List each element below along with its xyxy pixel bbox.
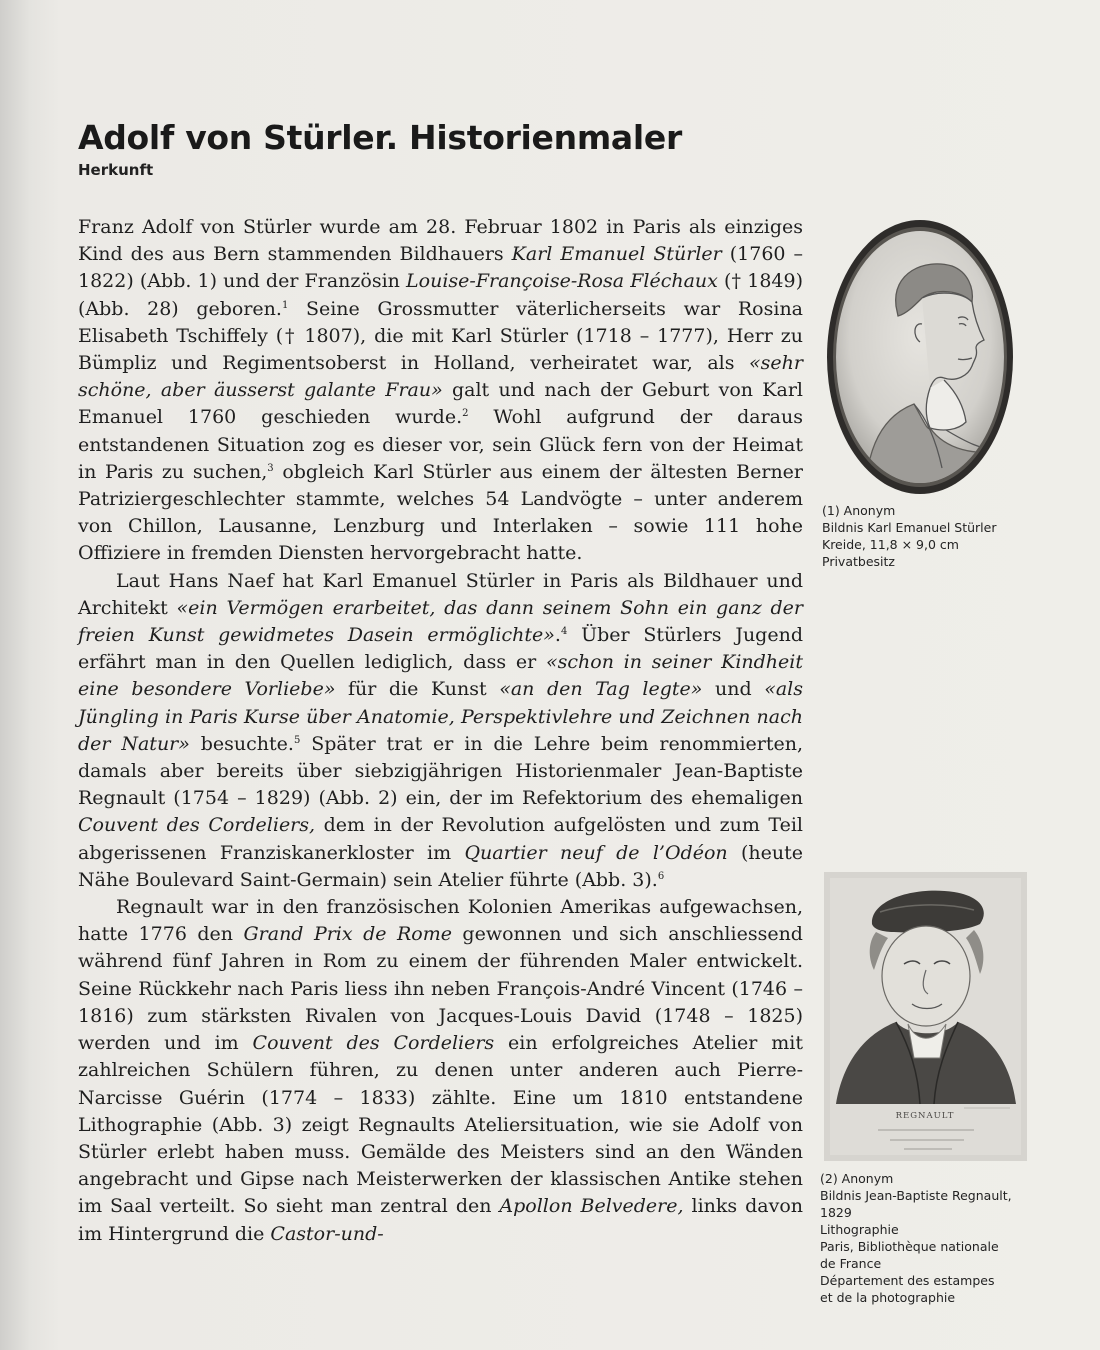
footnote-ref: 3 (267, 462, 274, 474)
paragraph-3 (78, 894, 803, 1248)
italic-run: Quartier neuf de l’Odéon (464, 841, 728, 864)
portrait-inscription: REGNAULT (895, 1111, 955, 1121)
text-run: Regnault war in den französischen Kolonien Amerikas aufgewachsen, hatte 1776 den (78, 896, 803, 946)
text-run: dem in der Revolution aufgelösten und zum Teil abgerissenen Franziskanerkloster im (78, 814, 803, 864)
text-run: Über Stürlers Jugend erfährt man in den Quellen lediglich, dass er (78, 624, 803, 674)
text-run: links davon im Hintergrund die (78, 1195, 803, 1245)
portrait-jean-baptiste-regnault (824, 872, 1027, 1161)
text-run: galt und nach der Geburt von Karl Emanuel 1760 geschieden wurde. (78, 379, 803, 429)
text-run: für die Kunst (335, 678, 500, 701)
footnote-ref: 2 (462, 408, 469, 420)
italic-run: Karl Emanuel Stürler (511, 243, 722, 266)
text-run: obgleich Karl Stürler aus einem der ältesten Berner Patriziergeschlechter stammte, welches 54 Landvögte – unter anderem von Chillon, Lausanne, Lenzburg und Interlaken – sowie 111 hohe Offiziere in fremden Diensten hervorgebracht hatte. (78, 460, 804, 565)
paragraph-1 (78, 214, 803, 568)
text-run: (heute Nähe Boulevard Saint-Germain) sein Atelier führte (Abb. 3). (78, 841, 803, 891)
section-heading: Herkunft (78, 161, 154, 179)
text-run: Laut Hans Naef hat Karl Emanuel Stürler in Paris als Bildhauer und Architekt (78, 569, 803, 619)
page-title: Adolf von Stürler. Historienmaler (78, 118, 682, 158)
italic-run: «sehr schöne, aber äusserst galante Frau» (78, 352, 803, 402)
footnote-ref: 5 (293, 734, 301, 746)
italic-run: «ein Vermögen erarbeitet, das dann seinem Sohn ein ganz der freien Kunst gewidmetes Dasein ermöglichte» (78, 596, 804, 647)
paragraph-2 (78, 568, 803, 894)
figure-2-caption: (2) Anonym Bildnis Jean-Baptiste Regnault, 1829 Lithographie Paris, Bibliothèque nationale de France Département des estampes et de la photographie (820, 1171, 1012, 1305)
text-run: . (554, 624, 561, 647)
italic-run: Louise-Françoise-Rosa Fléchaux (406, 270, 718, 293)
text-run: Wohl aufgrund der daraus entstandenen Situation zog es dieser vor, sein Glück fern von der Heimat in Paris zu suchen, (78, 406, 803, 483)
italic-run: Couvent des Cordeliers (252, 1032, 495, 1055)
text-run: besuchte. (189, 732, 294, 755)
text-run: Seine Grossmutter väterlicherseits war Rosina Elisabeth Tschiffely († 1807), die mit Karl Stürler (1718 – 1777), Herr zu Bümpliz und Regimentsoberst in Holland, verheiratet war, als (78, 297, 804, 375)
italic-run: «schon in seiner Kindheit eine besondere Vorliebe» (78, 651, 803, 701)
text-run: gewonnen und sich anschliessend während fünf Jahren in Rom zu einem der führenden Maler entwickelt. Seine Rückkehr nach Paris liess ihn neben François-André Vincent (1746 – 1816) zum stärksten Rivalen von Jacques-Louis David (1748 – 1825) werden und im (78, 923, 803, 1055)
text-run: (1760 – 1822) (Abb. 1) und der Französin (78, 243, 803, 293)
italic-run: «als Jüngling in Paris Kurse über Anatomie, Perspektivlehre und Zeichnen nach der Natur» (78, 678, 803, 755)
text-run: Später trat er in die Lehre beim renommierten, damals aber bereits über siebzigjährigen Historienmaler Jean-Baptiste Regnault (1754 – 1829) (Abb. 2) ein, der im Refektorium des ehemaligen (78, 732, 804, 810)
italic-run: Grand Prix de Rome (243, 923, 452, 946)
text-run: ein erfolgreiches Atelier mit zahlreichen Schülern führen, zu denen unter anderen auch Pierre-Narcisse Guérin (1774 – 1833) zählte. Eine um 1810 entstandene Lithographie (Abb. 3) zeigt Regnaults Ateliersituation, wie sie Adolf von Stürler erlebt haben muss. Gemälde des Meisters sind an den Wänden angebracht und Gipse nach Meisterwerken der klassischen Antike stehen im Saal verteilt. So sieht man zentral den (78, 1032, 803, 1218)
text-run: Franz Adolf von Stürler wurde am 28. Februar 1802 in Paris als einziges Kind des aus Bern stammenden Bildhauers (78, 216, 803, 266)
italic-run: Couvent des Cordeliers, (78, 814, 316, 837)
footnote-ref: 1 (281, 299, 289, 311)
text-run: und (702, 678, 765, 701)
body-text (78, 214, 803, 1248)
portrait-karl-emanuel-stuerler (826, 218, 1014, 496)
footnote-ref: 4 (560, 626, 568, 638)
italic-run: Castor-und- (270, 1222, 384, 1245)
figure-1-caption: (1) Anonym Bildnis Karl Emanuel Stürler Kreide, 11,8 × 9,0 cm Privatbesitz (822, 503, 997, 569)
italic-run: Apollon Belvedere, (499, 1195, 684, 1218)
footnote-ref: 6 (657, 870, 665, 882)
italic-run: «an den Tag legte» (499, 678, 703, 701)
text-run: († 1849) (Abb. 28) geboren. (78, 270, 803, 320)
